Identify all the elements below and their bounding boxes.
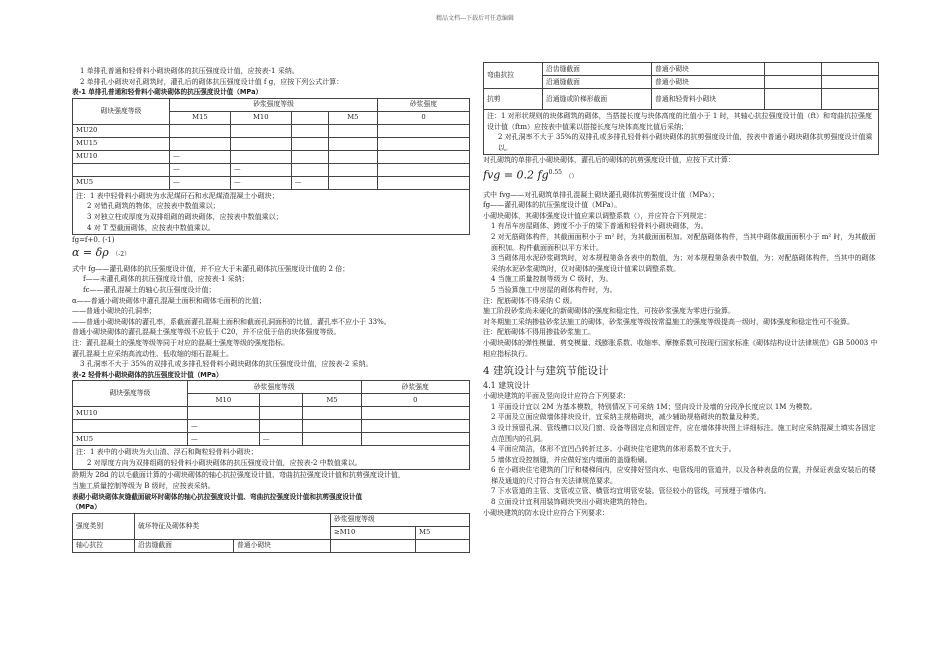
list-item: 4 平面应简洁，体形不宜凹凸转折过多。小砌块住宅建筑的体形系数不宜大于。 (491, 445, 736, 454)
table-cell (328, 137, 377, 150)
table-cell (328, 163, 377, 176)
table-header-cell: M10 (188, 394, 260, 407)
paragraph: 对冬期施工采纳掺盐砂浆法施工的砌体，砂浆强度等级按常温施工的强度等级提高一级时，砌体强度和稳定性可不验算。 (483, 317, 854, 326)
paragraph: 小砌块砌体，其砌体强度设计值应乘以调整系数（），并应符合下列规定： (483, 211, 711, 220)
note-line: 注：1 对形状规则的块体砌筑的砌体，当搭接长度与块体高度的比值小于 1 时，其轴心抗拉强度设计值（ft）和弯曲抗拉强度设计值（ftm）应按表中值乘以搭接长度与块体高度比值后采纳； (487, 112, 872, 131)
table-cell: MU15 (73, 137, 170, 150)
paragraph: 1 单排孔普通和轻骨料小砌块砌体的抗压强度设计值，应按表-1 采纳。 (80, 67, 299, 75)
table-cell: — (170, 176, 231, 189)
table-cell: MU10 (73, 150, 170, 163)
table-cell: — (188, 433, 260, 446)
table-header-cell (259, 394, 303, 407)
table-cell (230, 137, 291, 150)
table-row (73, 124, 470, 137)
table-row (73, 407, 470, 420)
table-cell (170, 124, 231, 137)
table-title: 表-2 轻骨料小砌块砌体的抗压强度设计值（MPa） (72, 370, 223, 379)
table-notes (72, 446, 470, 470)
note-line: 注：1 表中的小砌块为火山渣、浮石和陶粒轻骨料小砌块； (76, 448, 258, 457)
table-row (73, 176, 470, 189)
table-header-cell: 破坏特征及砌体种类 (135, 513, 331, 539)
table-cell (291, 137, 328, 150)
table-cell: MU5 (73, 433, 188, 446)
paragraph: 普通小砌块砌体的灌孔混凝土强度等级不应低于 C20，并不应低于倍的块体强度等级。 (72, 328, 341, 337)
table-cell (259, 407, 303, 420)
table-header-cell: M10 (230, 111, 291, 124)
table-cell (73, 420, 188, 433)
table-cell (822, 89, 879, 110)
table-cell: — (170, 163, 231, 176)
table-header-cell: 砂浆强度等级 (188, 381, 362, 394)
table-row (73, 433, 470, 446)
note-line: 2 对孔洞率不大于 35%的双排孔或多排孔轻骨料小砌块砌体的抗剪强度设计值，按表中普通小砌块砌体抗剪强度设计值乘以。 (498, 133, 873, 152)
definition: fc——灌孔混凝土的轴心抗压强度设计值； (83, 285, 216, 294)
table-cell (328, 150, 377, 163)
table-cell (361, 420, 469, 433)
table-cell: 沿通缝或阶梯形截面 (543, 89, 652, 110)
paragraph: 灌孔混凝土应采纳高流动性、低收缩的细石混凝土。 (72, 349, 233, 358)
list-item: 1 平面设计宜以 2M 为基本模数，特别情况下可采纳 1M；竖向设计及墙的分段净长度应以 1M 为模数。 (491, 402, 817, 411)
table-header-cell: 强度类别 (73, 513, 135, 539)
table-cell (73, 163, 170, 176)
table-notes (483, 110, 879, 155)
table-cell (377, 137, 469, 150)
paragraph: 注：配筋砌体不得用掺盐砂浆施工。 (483, 328, 595, 337)
table-header-cell: 0 (377, 111, 469, 124)
table-header-cell: 砂浆强度等级 (170, 98, 378, 111)
table-cell: 普通小砌块 (234, 539, 331, 552)
table-cell (361, 433, 469, 446)
definition: α——普通小砌块砌体中灌孔混凝土面积和砌体毛面积的比值； (72, 296, 266, 305)
table-cell: MU5 (73, 176, 170, 189)
paragraph: 注：配筋砌体不得采纳 C 级。 (483, 296, 577, 305)
table-title: 表-1 单排孔普通和轻骨料小砌块砌体的抗压强度设计值（MPa） (72, 88, 263, 97)
table-cell: MU10 (73, 407, 188, 420)
table-header-cell: 0 (361, 394, 469, 407)
table-header-cell: 砌块强度等级 (73, 381, 188, 407)
table-cell (188, 407, 260, 420)
table-header-cell: M5 (303, 394, 361, 407)
table-cell: — (259, 433, 303, 446)
table-cell (303, 433, 361, 446)
table-cell: — (170, 150, 231, 163)
paragraph: 3 当砌体用水泥砂浆砌筑时，对本规程第条各表中的数值，为；对本规程第条表中数值，为；对配筋砌体构件，当其中的砌体采纳水泥砂浆砌筑时，仅对砌体的强度设计值乘以调整系数。 (491, 254, 876, 273)
table-cell: — (230, 163, 291, 176)
table-notes (72, 190, 470, 235)
list-item: 6 在小砌块住宅建筑的门厅和楼梯间内，应安排好竖向水、电管线用的管道井，以及各种表盘的位置，并保证表盘安装后的楼梯及通道的尺寸符合有关法律规范要求。 (491, 466, 876, 485)
page-header: 精品文档---下载后可任意编辑 (435, 15, 515, 22)
table-row (73, 163, 470, 176)
table-title: （MPa） (72, 503, 101, 512)
table-header-cell (291, 111, 328, 124)
paragraph: 注：灌孔混凝土的强度等级等同于对应的混凝土强度等级的强度指标。 (72, 338, 289, 347)
definition: ——普通小砌块砌体的灌孔率，系截面灌孔混凝土面积和截面孔洞面积的比值，灌孔率不应小于 33%。 (72, 317, 391, 326)
definition: 式中 fg——灌孔砌体的抗压强度设计值，并不应大于未灌孔砌体抗压强度设计值的 2 倍； (72, 264, 350, 273)
note-line: 4 对 T 型截面砌体，应按表中数值乘以。 (87, 223, 215, 232)
table-cell: 沿通缝截面 (543, 76, 652, 89)
table-header-cell: ≥M10 (331, 526, 416, 539)
table-cell: 弯曲抗拉 (484, 63, 543, 89)
list-item: 7 下水管道的主管、支管或立管、横管均宜明管安装。管径较小的管线，可预埋于墙体内。 (491, 487, 771, 496)
formula (483, 166, 879, 184)
table-cell (377, 163, 469, 176)
table-cell (416, 539, 470, 552)
table-row (484, 89, 879, 110)
list-item: 3 设计预留孔洞、管线槽口以及门窗、设备等固定点和固定件，应在墙体排块图上详细标注。施工时应采纳混凝土填实各固定点范围内的孔洞。 (491, 423, 876, 443)
formula-number: （） (565, 173, 578, 181)
table-header-cell: 砌块强度等级 (73, 98, 170, 124)
table-cell (377, 176, 469, 189)
table-cell: 抗剪 (484, 89, 543, 110)
table-cell (822, 63, 879, 76)
table-cell: 沿齿缝截面 (543, 63, 652, 76)
paragraph: 小砌块砌体的弹性模量、剪变模量、线膨胀系数、收缩率、摩擦系数可按现行国家标准《砌体结构设计法律规范》GB 50003 中相应指标执行。 (483, 338, 878, 358)
paragraph: 4 当施工质量控制等级为 C 级时，为。 (491, 275, 613, 284)
table-cell (361, 407, 469, 420)
left-column (72, 66, 470, 553)
list-item: 8 立面设计宜利用装饰砌块突出小砌块建筑的特色。 (491, 498, 652, 507)
paragraph: 施工阶段砂浆尚未硬化的新砌砌体的强度和稳定性，可按砂浆强度为零进行验算。 (483, 307, 735, 316)
table-row (484, 76, 879, 89)
paragraph: 小砌块建筑的防水设计应符合下列要求： (483, 508, 609, 517)
table-cell (303, 420, 361, 433)
table-row (484, 63, 879, 76)
paragraph: 当施工质量控制等级为 B 级时，应按表采纳。 (72, 482, 215, 491)
table-cell: 普通和轻骨料小砌块 (652, 89, 765, 110)
table-row (73, 137, 470, 150)
table-cell (230, 150, 291, 163)
table-cell (170, 137, 231, 150)
list-item: 2 平面及立面应做墙体排块设计，宜采纳主规格砌块，减少辅助规格砌块的数量及种类。 (491, 413, 764, 422)
table-header-cell: 砂浆强度 (361, 381, 469, 394)
table-cell: — (291, 176, 328, 189)
table-2 (72, 380, 470, 446)
table-3-part-1 (72, 513, 470, 553)
definition: fg——灌孔砌体的抗压强度设计值（MPa）。 (483, 201, 622, 210)
table-header-cell: 砂浆强度等级 (331, 513, 470, 526)
note-line: 2 对错孔砌筑的物体，应按表中数值乘以； (87, 202, 220, 211)
table-row (73, 150, 470, 163)
table-cell (328, 124, 377, 137)
table-cell: 沿齿缝截面 (135, 539, 234, 552)
table-cell (303, 407, 361, 420)
formula (72, 246, 470, 261)
note-line: 3 对独立柱或厚度为双排组砌的砌块砌体，应按表中数值乘以； (87, 212, 283, 221)
table-cell (765, 76, 822, 89)
table-title: 表砌小砌块砌体灰缝截面破坏时砌体的轴心抗拉强度设计值、弯曲抗拉强度设计值和抗剪强度设计值 (72, 492, 363, 501)
formula-exponent: 0.55 (548, 168, 562, 176)
table-cell (230, 124, 291, 137)
formula: fg=f+0. (-1) (72, 236, 115, 245)
paragraph: 1 有吊车房屋砌体、跨度不小于的梁下普通和轻骨料小砌块砌体，为。 (491, 222, 708, 231)
table-header-cell: 砂浆强度 (377, 98, 469, 111)
definition: 式中 fvg——对孔砌筑单排孔混凝土砌块灌孔砌体抗剪强度设计值（MPa）； (483, 190, 719, 199)
table-cell (765, 89, 822, 110)
subsection-heading: 4.1 建筑设计 (483, 381, 531, 391)
table-cell (328, 176, 377, 189)
formula-number: （-2） (112, 250, 131, 258)
definition: f——未灌孔砌体的抗压强度设计值，应按表-1 采纳； (83, 275, 249, 284)
paragraph: 2 对无筋砌体构件，其截面面积小于 m² 时，为其截面面积加。对配筋砌体构件，当其中砌体截面面积小于 m² 时，为其截面面积加。构件截面面积以平方米计。 (491, 233, 876, 252)
table-cell: — (188, 420, 260, 433)
list-item: 5 墙体宜设控制缝，并应做好室内墙面的盖缝粉刷。 (491, 455, 652, 464)
table-header-cell: M5 (328, 111, 377, 124)
table-cell (291, 163, 328, 176)
table-row (73, 420, 470, 433)
formula-text: fvg = 0.2 fg (483, 168, 549, 182)
paragraph: 对孔砌筑的单排孔小砌块砌体，灌孔后的砌体的抗剪强度设计值，应按下式计算： (483, 156, 735, 165)
paragraph: 小砌块建筑的平面及竖向设计应符合下列要求： (483, 392, 630, 401)
table-cell (765, 63, 822, 76)
table-3-part-2 (483, 62, 879, 110)
table-cell (291, 124, 328, 137)
table-header-cell: M5 (416, 526, 470, 539)
paragraph: 3 孔洞率不大于 35%的双排孔或多排孔轻骨料小砌块砌体的抗压强度设计值，应按表-2 采纳。 (80, 360, 373, 369)
table-cell: 普通小砌块 (652, 76, 765, 89)
table-1 (72, 98, 470, 190)
table-cell (377, 150, 469, 163)
formula-text: α = δρ (72, 245, 109, 259)
table-cell (377, 124, 469, 137)
paragraph: 2 单排孔小砌块对孔砌筑时，灌孔后的砌体抗压强度设计值 f g，应按下列公式计算： (80, 77, 344, 86)
note-line: 2 对厚度方向为双排组砌的轻骨料小砌块砌体的抗压强度设计值，应按表-2 中数值乘以。 (87, 458, 362, 467)
table-cell: MU20 (73, 124, 170, 137)
paragraph: 龄期为 28d 的以毛截面计算的小砌块砌体的轴心抗拉强度设计值、弯曲抗拉强度设计值和抗剪强度设计值， (72, 471, 405, 480)
paragraph: 5 当验算施工中房屋的砌体构件时，为。 (491, 285, 617, 294)
table-cell: — (230, 176, 291, 189)
table-header-cell: M15 (170, 111, 231, 124)
table-cell (291, 150, 328, 163)
definition: ——普通小砌块的孔洞率； (72, 307, 156, 316)
table-cell (331, 539, 416, 552)
table-row (73, 539, 470, 552)
table-cell (822, 76, 879, 89)
note-line: 注：1 表中轻骨料小砌块为水泥煤矸石和水泥煤渣混凝土小砌块； (76, 191, 279, 200)
table-cell (259, 420, 303, 433)
table-cell: 轴心抗拉 (73, 539, 135, 552)
right-column (483, 62, 879, 518)
table-cell: 普通小砌块 (652, 63, 765, 76)
section-heading: 4 建筑设计与建筑节能设计 (483, 365, 609, 378)
